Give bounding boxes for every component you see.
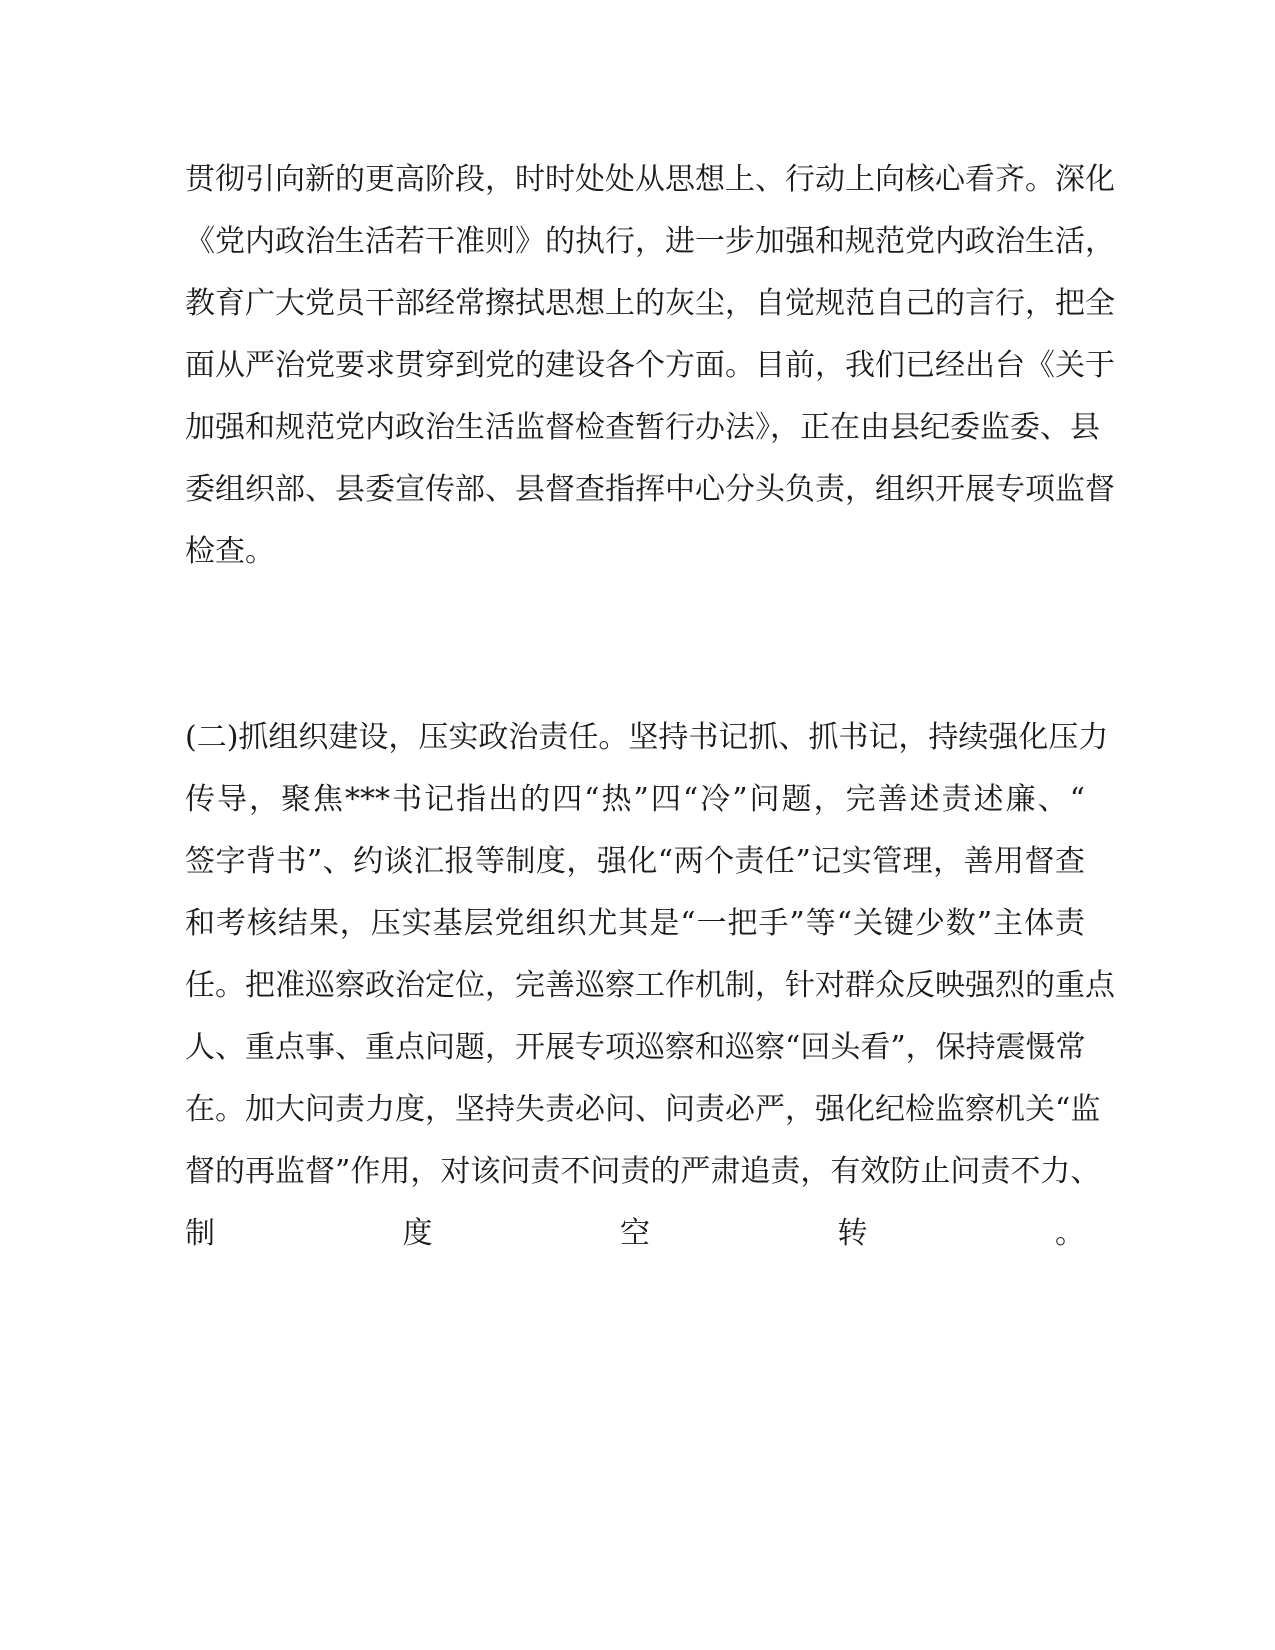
paragraph-2-line-1: (二)抓组织建设，压实政治责任。坚持书记抓、抓书记，持续强化压力 — [185, 720, 1109, 755]
paragraph-2-line-6: 人、重点事、重点问题，开展专项巡察和巡察“回头看”，保持震慑常 — [185, 1030, 1086, 1065]
paragraph-2-line-10 — [185, 1274, 1085, 1318]
paragraph-1-line-4: 面从严治党要求贯穿到党的建设各个方面。目前，我们已经出台《关于 — [185, 348, 1115, 383]
paragraph-2-line-7: 在。加大问责力度，坚持失责必问、问责必严，强化纪检监察机关“监 — [185, 1092, 1101, 1127]
paragraph-1-line-1: 贯彻引向新的更高阶段，时时处处从思想上、行动上向核心看齐。深化 — [185, 162, 1115, 197]
paragraph-1-line-3: 教育广大党员干部经常擦拭思想上的灰尘，自觉规范自己的言行，把全 — [185, 286, 1115, 321]
paragraph-2-line-9: 制度空转。 — [185, 1216, 1085, 1251]
paragraph-2-line-8: 督的再监督”作用，对该问责不问责的严肃追责，有效防止问责不力、 — [185, 1154, 1101, 1189]
paragraph-1-line-5: 加强和规范党内政治生活监督检查暂行办法》，正在由县纪委监委、县 — [185, 410, 1100, 445]
paragraph-2-line-4: 和考核结果，压实基层党组织尤其是“一把手”等“关键少数”主体责 — [185, 906, 1085, 941]
paragraph-2-line-3: 签字背书”、约谈汇报等制度，强化“两个责任”记实管理，善用督查 — [185, 844, 1085, 879]
paragraph-1-line-7: 检查。 — [185, 534, 275, 569]
paragraph-1-line-2: 《党内政治生活若干准则》的执行，进一步加强和规范党内政治生活， — [185, 224, 1115, 259]
paragraph-2-line-2: 传导，聚焦***书记指出的四“热”四“冷”问题，完善述责述廉、“ — [185, 782, 1085, 817]
paragraph-2-line-5: 任。把准巡察政治定位，完善巡察工作机制，针对群众反映强烈的重点 — [185, 968, 1115, 1003]
paragraph-1-line-6: 委组织部、县委宣传部、县督查指挥中心分头负责，组织开展专项监督 — [185, 472, 1115, 507]
